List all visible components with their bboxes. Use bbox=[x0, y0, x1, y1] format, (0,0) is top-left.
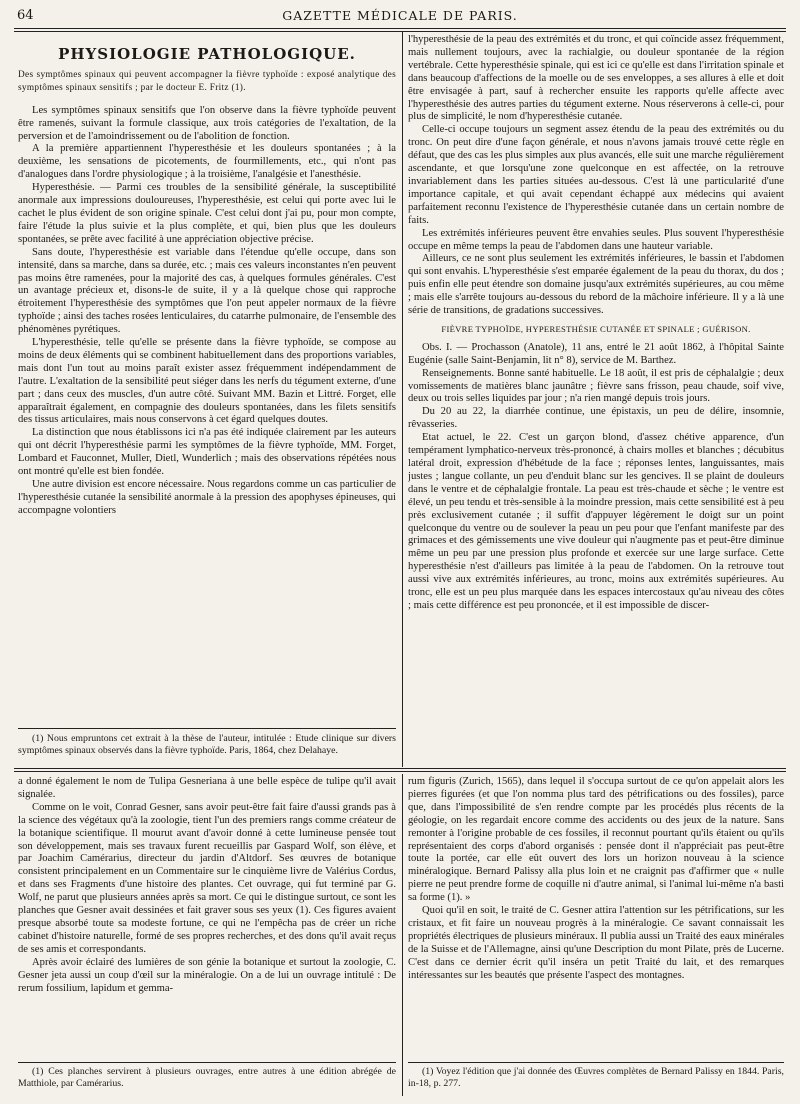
paragraph: A la première appartiennent l'hyperesthésie et les douleurs spontanées ; à la deuxième, les sensations de picotements, de fourmillements, etc., qui n'ont pas d'analogues dans l'ordre physiologique ; à la troisième, l'analgésie et l'anesthésie. bbox=[18, 143, 396, 181]
column-divider bbox=[402, 774, 403, 1096]
paragraph: La distinction que nous établissons ici n'a pas été indiquée clairement par les auteurs qui ont décrit l'hyperesthésie parmi les symptômes de la fièvre typhoïde, MM. Forget, Lombard et Fauconnet, Muller, Dietl, Wunderlich ; mais des observations répétées nous ont montré qu'elle est bien fondée. bbox=[18, 427, 396, 478]
footnote-text: (1) Ces planches servirent à plusieurs ouvrages, entre autres à une édition abrégée de Matthiole, par Camérarius. bbox=[18, 1066, 396, 1089]
footnote-rule bbox=[18, 1062, 396, 1063]
footnote-left-bottom bbox=[18, 1066, 396, 1090]
paragraph: Etat actuel, le 22. C'est un garçon blond, d'assez chétive apparence, d'un tempérament lymphatico-nerveux très-prononcé, à chairs molles et blanches ; décubitus latéral droit, expression d'hébétude de la face ; réponses lentes, languissantes, mais justes ; langue collante, un peu d'enduit blanc sur les gencives. Il se plaint de douleurs dans le ventre et de céphalalgie frontale. La peau est très-chaude et sèche ; le ventre est élevé, un peu tendu et très-sensible à la moindre pression, mais cette sensibilité est à peu près exclusivement cutanée ; il suffit d'appuyer légèrement le doigt sur un point quelconque du ventre ou de soulever la peau un peu pour que l'enfant manifeste par des grimaces et des gémissements une vive douleur qui n'augmente pas et peut-être diminue même un peu par une pression plus profonde et exercée sur une large surface. Cette hyperesthésie n'est d'ailleurs pas limitée à la peau de l'abdomen. On la retrouve tout aussi vive aux extrémités inférieures, au tronc, moins aux extrémités supérieures. Au tronc, elle est un peu plus marquée dans les espaces intercostaux qu'au niveau des côtes ; mais cette différence est peu prononcée, et il est impossible de discer- bbox=[408, 432, 784, 611]
header-rule-double bbox=[14, 31, 786, 32]
paragraph: Une autre division est encore nécessaire. Nous regardons comme un cas particulier de l'hyperesthésie cutanée la sensibilité anormale à la pression des apophyses épineuses, qui accompagne volontiers bbox=[18, 479, 396, 516]
paragraph: Sans doute, l'hyperesthésie est variable dans l'étendue qu'elle occupe, dans son intensité, dans sa marche, dans sa durée, etc. ; mais ces valeurs inconstantes n'en peuvent pas moins être ramenées, pour la majorité des cas, à quelques formules générales. C'est un avantage précieux et, disons-le de suite, il y a là quelque chose qui rapproche étroitement l'hyperesthésie des symptômes que l'on peut appeler normaux de la fièvre typhoïde ; ainsi des taches rosées lenticulaires, du catarrhe pulmonaire, de l'ensemble des phénomènes pyrétiques. bbox=[18, 246, 396, 336]
left-column-bottom bbox=[18, 776, 396, 1060]
footnote-right-bottom bbox=[408, 1066, 784, 1090]
paragraph: Obs. I. — Prochasson (Anatole), 11 ans, entré le 21 août 1862, à l'hôpital Sainte Eugénie (salle Saint-Benjamin, lit n° 8), service de M. Barthez. bbox=[408, 341, 784, 366]
paragraph: Après avoir éclairé des lumières de son génie la botanique et surtout la zoologie, C. Gesner jeta aussi un coup d'œil sur la minéralogie. On a de lui un ouvrage intitulé : De rerum fossilium, lapidum et gemma- bbox=[18, 956, 396, 994]
paragraph: a donné également le nom de Tulipa Gesneriana à une belle espèce de tulipe qu'il avait signalée. bbox=[18, 776, 396, 800]
footnote-rule bbox=[18, 728, 396, 729]
paragraph: Les symptômes spinaux sensitifs que l'on observe dans la fièvre typhoïde peuvent être ramenés, suivant la formule classique, aux trois catégories de l'exaltation, de la perversion et de l'amoindrissement ou de l'abolition de fonction. bbox=[18, 104, 396, 142]
paragraph: rum figuris (Zurich, 1565), dans lequel il s'occupa surtout de ce qu'on appelait alors les pierres figurées (et que l'on nomma plus tard des pétrifications ou des fossiles), parce que, dans l'impossibilité de s'en rendre compte par les procédés plus récents de la géologie, on les regardait encore comme des accidents ou des jeux de la nature. Sans remonter à l'origine probable de ces fossiles, il reconnut pourtant qu'ils étaient ou qu'ils représentaient des corps d'abord organisés : pensée dont il n'appréciait pas peut-être toute la portée, car elle eût ouvert des lors un horizon nouveau à la science minéralogique. Bernard Palissy alla plus loin et ne craignit pas d'affirmer que « nulle pierre ne peut prendre forme de coquille ni d'autre animal, si l'animal lui-même n'a basti sa forme (1). » bbox=[408, 776, 784, 904]
case-subtitle: FIÈVRE TYPHOÏDE, HYPERESTHÉSIE CUTANÉE ET SPINALE ; GUÉRISON. bbox=[441, 323, 751, 334]
page-number: 64 bbox=[17, 8, 34, 23]
paragraph: Quoi qu'il en soit, le traité de C. Gesner attira l'attention sur les pétrifications, sur les cristaux, et fit faire un nouveau progrès à la minéralogie. Ce savant connaissait les propriétés électriques de plusieurs minéraux. Il publia aussi un Traité des eaux minérales de la Suisse et de l'Allemagne, ainsi qu'une Description du mont Pilate, près de Lucerne. C'est dans ce dernier écrit qu'il inséra un petit Traité du lait, et des remarques intéressantes sur les beautés que présente l'aspect des montagnes. bbox=[408, 905, 784, 981]
section-title: PHYSIOLOGIE PATHOLOGIQUE. bbox=[58, 45, 356, 63]
article-title: Des symptômes spinaux qui peuvent accompagner la fièvre typhoïde : exposé analytique des symptômes spinaux sensitifs ; par le docteur E. Fritz (1). bbox=[18, 69, 396, 93]
footnote-rule bbox=[408, 1062, 784, 1063]
paragraph: Du 20 au 22, la diarrhée continue, une épistaxis, un peu de délire, insomnie, rêvasseries. bbox=[408, 406, 784, 431]
footnote-left-top bbox=[18, 733, 396, 757]
paragraph: Ailleurs, ce ne sont plus seulement les extrémités inférieures, le bassin et l'abdomen qui sont envahis. L'hyperesthésie s'est emparée également de la peau du thorax, du dos ; puis enfin elle peut étendre son domaine jusqu'aux extrémités supérieures, au cou même ; mais elle s'arrête toujours au-dessous du rebord de la mâchoire inférieure. Il y a là une série de transitions, de gradations successives. bbox=[408, 253, 784, 317]
journal-title: GAZETTE MÉDICALE DE PARIS. bbox=[282, 8, 518, 23]
column-divider bbox=[402, 32, 403, 767]
footnote-text: (1) Voyez l'édition que j'ai donnée des Œuvres complètes de Bernard Palissy en 1844. Paris, in-18, p. 277. bbox=[408, 1066, 784, 1089]
paragraph: l'hyperesthésie de la peau des extrémités et du tronc, et qui coïncide assez fréquemment, mais nullement toujours, avec la rachialgie, ou douleur spontanée de la région vertébrale. Cette hyperesthésie spinale, qui est ici ce qu'elle est dans l'irritation spinale et dans beaucoup d'affections de la moelle ou de ses enveloppes, a ses allures à elle et doit être envisagée à part, sauf à rechercher ensuite les rapports qu'elle affecte avec l'hyperesthésie des autres parties du tégument externe. Nous réserverons à celle-ci, pour plus de simplicité, le nom d'hyperesthésie cutanée. bbox=[408, 34, 784, 123]
paragraph: Les extrémités inférieures peuvent être envahies seules. Plus souvent l'hyperesthésie occupe en même temps la peau de l'abdomen dans une hauteur variable. bbox=[408, 227, 784, 252]
right-column-bottom bbox=[408, 776, 784, 1060]
footnote-text: (1) Nous empruntons cet extrait à la thèse de l'auteur, intitulée : Etude clinique sur divers symptômes spinaux observés dans la fièvre typhoïde. Paris, 1864, chez Delahaye. bbox=[18, 733, 396, 756]
paragraph: Celle-ci occupe toujours un segment assez étendu de la peau des extrémités ou du tronc. On peut dire d'une façon générale, et nous n'avons jamais trouvé cette règle en défaut, que des cas les plus simples aux plus avancés, elle suit une marche régulièrement ascendante, et que lorsqu'une zone quelconque en est affectée, on la retrouve invariablement dans les parties situées au-dessous. C'est là une particularité d'une importance capitale, et qui avait cependant échappé aux médecins qui avaient parfaitement reconnu l'existence de l'hyperesthésie cutanée dans un certain nombre de faits. bbox=[408, 124, 784, 226]
right-column-top bbox=[408, 34, 784, 766]
feuilleton-rule-double bbox=[14, 771, 786, 772]
left-column-top bbox=[18, 34, 396, 729]
paragraph: Comme on le voit, Conrad Gesner, sans avoir peut-être fait faire d'aussi grands pas à la science des végétaux qu'à la zoologie, tient l'un des premiers rangs comme créateur de la botanique scientifique. Il mourut avant d'avoir donné à cette lumineuse pensée tout son développement, mais ses travaux furent recueillis par Gaspard Wolf, son élève, et par Joachim Camérarius, directeur du jardin d'Altdorf. Ses œuvres de botanique consistent principalement en un Commentaire sur le cinquième livre de Valérius Cordus, et dans ses Fragments d'une histoire des plantes. Cet ouvrage, qui fut terminé par G. Wolf, ne parut que plusieurs années après sa mort. Ce qui le distingue surtout, ce sont les planches que Gesner avait dessinées et fait graver sous ses yeux (1). Ces figures avaient presque absorbé toute sa modeste fortune, ce qui ne l'empêcha pas de créer un riche cabinet d'histoire naturelle, formé de ses propres recherches, et des dons qu'il avait reçus de ses amis et correspondants. bbox=[18, 801, 396, 955]
paragraph: Hyperesthésie. — Parmi ces troubles de la sensibilité générale, la susceptibilité anormale aux impressions douloureuses, l'hyperesthésie, est celui qui porte avec lui le cachet le plus évident de son origine spinale. C'est celui dont j'ai pu, pour mon compte, faire l'étude la plus suivie et la plus complète, et qui, bien plus que les douleurs spontanées, se prête avec facilité à une appréciation objective précise. bbox=[18, 182, 396, 245]
paragraph: Renseignements. Bonne santé habituelle. Le 18 août, il est pris de céphalalgie ; deux vomissements de matières blanc jaunâtre ; fièvre sans frisson, peau chaude, soif vive, deux ou trois selles liquides par jour ; n'a rien mangé depuis trois jours. bbox=[408, 367, 784, 405]
header-rule bbox=[14, 28, 786, 29]
paragraph: L'hyperesthésie, telle qu'elle se présente dans la fièvre typhoïde, se compose au moins de deux éléments qui se combinent habituellement dans des proportions variables, mais dont l'un tout au moins paraît exister assez fréquemment indépendamment de l'autre. L'exaltation de la sensibilité peut siéger dans les nerfs du tégument externe, d'une part ; dans ceux des muscles, d'un autre côté. Suivant MM. Bazin et Littré. Forget, elle apparaîtrait également, en compagnie des douleurs spontanées, dans les filets sensitifs des tissus articulaires, mais nous conservons à cet égard quelques doutes. bbox=[18, 337, 396, 426]
feuilleton-rule bbox=[14, 768, 786, 769]
